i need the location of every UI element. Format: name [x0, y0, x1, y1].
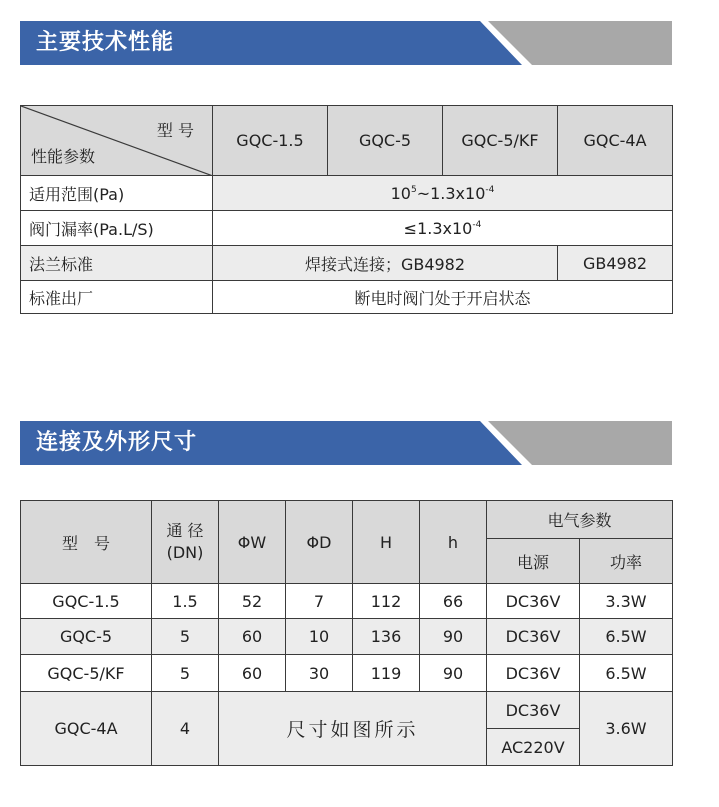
cell-w: 52 [219, 584, 286, 619]
row-label: 法兰标准 [21, 246, 213, 281]
cell-h: 66 [420, 584, 487, 619]
cell-H: 136 [353, 619, 420, 655]
model-header: GQC-1.5 [213, 106, 328, 176]
row-label: 适用范围(Pa) [21, 176, 213, 211]
flange-value-4a: GB4982 [558, 246, 673, 281]
cell-d: 30 [286, 655, 353, 692]
h-header: h [420, 501, 487, 584]
table-row [21, 211, 673, 246]
cell-h: 90 [420, 619, 487, 655]
cell-source: DC36V [487, 655, 580, 692]
model-header: GQC-4A [558, 106, 673, 176]
dims-note: 尺寸如图所示 [219, 692, 487, 766]
dimensions-table [20, 500, 673, 766]
table-row [21, 619, 673, 655]
corner-model-label: 型 号 [156, 121, 194, 140]
model-header: GQC-5 [328, 106, 443, 176]
electric-header: 电气参数 [487, 501, 673, 539]
range-value: $10^5\sim 1.3x10^{-4}$ [213, 176, 673, 211]
performance-table [20, 105, 673, 314]
cell-model: GQC-5/KF [21, 655, 152, 692]
H-header: H [353, 501, 420, 584]
cell-d: 7 [286, 584, 353, 619]
power-source-header: 电源 [487, 539, 580, 584]
cell-dn: 5 [152, 655, 219, 692]
cell-model: GQC-5 [21, 619, 152, 655]
cell-d: 10 [286, 619, 353, 655]
table-row [21, 176, 673, 211]
table-row [21, 692, 673, 729]
cell-H: 112 [353, 584, 420, 619]
table-header-row [21, 501, 673, 539]
section-banner-dimensions [20, 421, 672, 465]
cell-power: 3.3W [580, 584, 673, 619]
table-row [21, 246, 673, 281]
dn-header: 通 径 (DN) [152, 501, 219, 584]
row-label: 阀门漏率(Pa.L/S) [21, 211, 213, 246]
table-row [21, 584, 673, 619]
cell-dn: 5 [152, 619, 219, 655]
flange-value: 焊接式连接；GB4982 [213, 246, 558, 281]
cell-w: 60 [219, 619, 286, 655]
cell-dn: 4 [152, 692, 219, 766]
cell-source: DC36V [487, 619, 580, 655]
cell-source: AC220V [487, 729, 580, 766]
cell-source: DC36V [487, 584, 580, 619]
corner-cell [21, 106, 213, 176]
table-row [21, 281, 673, 314]
cell-source: DC36V [487, 692, 580, 729]
cell-power: 3.6W [580, 692, 673, 766]
w-header: ΦW [219, 501, 286, 584]
row-label: 标准出厂 [21, 281, 213, 314]
cell-power: 6.5W [580, 655, 673, 692]
section-banner-performance [20, 21, 672, 65]
d-header: ΦD [286, 501, 353, 584]
cell-power: 6.5W [580, 619, 673, 655]
power-header: 功率 [580, 539, 673, 584]
table-header-row [21, 106, 673, 176]
model-header: GQC-5/KF [443, 106, 558, 176]
section-title: 主要技术性能 [36, 30, 175, 55]
model-header: 型 号 [21, 501, 152, 584]
section-title: 连接及外形尺寸 [36, 430, 198, 455]
table-row [21, 655, 673, 692]
cell-model: GQC-4A [21, 692, 152, 766]
cell-dn: 1.5 [152, 584, 219, 619]
cell-H: 119 [353, 655, 420, 692]
leak-value: $\le 1.3x10^{-4}$ [213, 211, 673, 246]
corner-param-label: 性能参数 [31, 147, 96, 166]
cell-w: 60 [219, 655, 286, 692]
factory-value: 断电时阀门处于开启状态 [213, 281, 673, 314]
cell-model: GQC-1.5 [21, 584, 152, 619]
cell-h: 90 [420, 655, 487, 692]
